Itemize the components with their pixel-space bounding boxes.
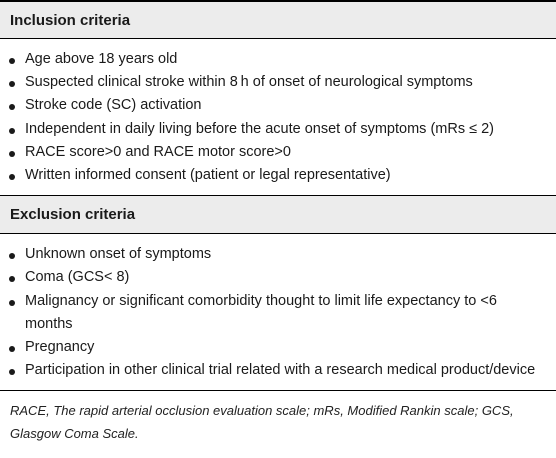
bullet-icon [9,128,15,134]
inclusion-criteria-section [0,39,556,195]
list-item: Stroke code (SC) activation [0,94,556,117]
bullet-icon [9,81,15,87]
exclusion-criteria-list [0,243,556,382]
list-item: Participation in other clinical trial related with a research medical product/device [0,359,556,382]
bullet-icon [9,104,15,110]
exclusion-criteria-section [0,234,556,390]
list-item: Suspected clinical stroke within 8 h of onset of neurological symptoms [0,71,556,94]
bullet-icon [9,346,15,352]
list-item: Age above 18 years old [0,48,556,71]
bullet-icon [9,174,15,180]
exclusion-criteria-heading: Exclusion criteria [0,196,556,233]
table-footnote: RACE, The rapid arterial occlusion evaluation scale; mRs, Modified Rankin scale; GCS, Glasgow Coma Scale. [10,403,514,442]
list-item: Coma (GCS< 8) [0,266,556,289]
list-item: Pregnancy [0,336,556,359]
bullet-icon [9,300,15,306]
list-item: Written informed consent (patient or legal representative) [0,164,556,187]
list-item: Independent in daily living before the acute onset of symptoms (mRs ≤ 2) [0,118,556,141]
bullet-icon [9,369,15,375]
list-item: RACE score>0 and RACE motor score>0 [0,141,556,164]
bullet-icon [9,151,15,157]
bullet-icon [9,253,15,259]
inclusion-criteria-list [0,48,556,187]
inclusion-criteria-heading: Inclusion criteria [0,2,556,38]
list-item: Unknown onset of symptoms [0,243,556,266]
bullet-icon [9,58,15,64]
bullet-icon [9,276,15,282]
list-item: Malignancy or significant comorbidity thought to limit life expectancy to <6 months [0,290,556,336]
